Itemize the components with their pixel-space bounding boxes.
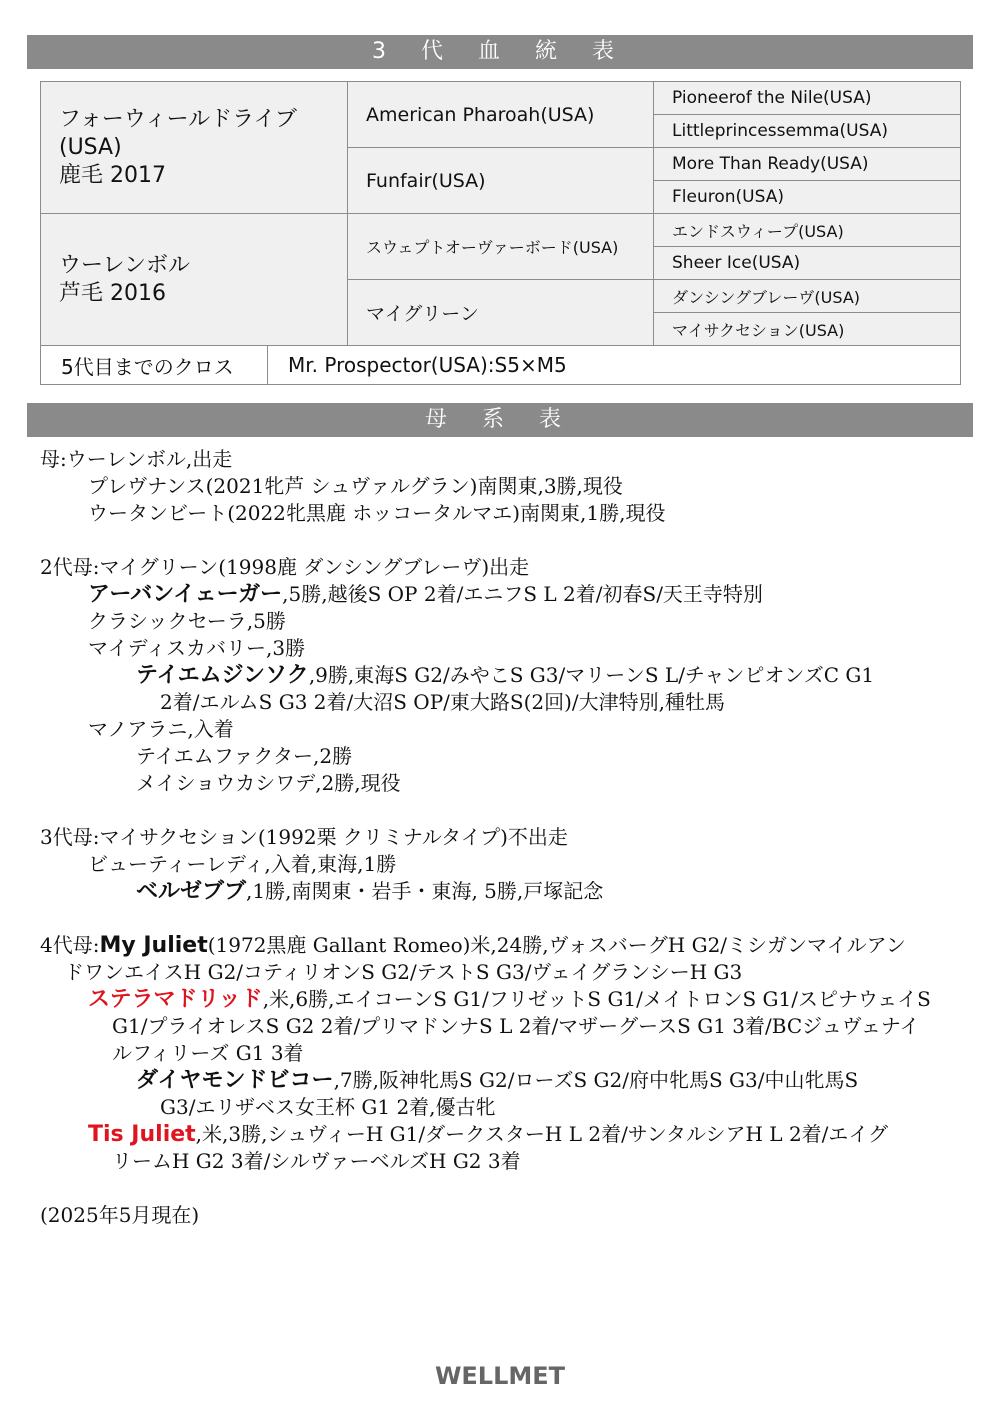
urban-line [40,581,970,608]
teiem-record-cont: 2着/エルムS G3 2着/大沼S OP/東大路S(2回)/大津特別,種牡馬 [160,690,726,714]
dam-color-year: 芦毛 2016 [59,280,166,306]
cross-label: 5代目までのクロス [41,346,268,385]
teiem-record: ,9勝,東海S G2/みやこS G3/マリーンS L/チャンピオンズC G1 [308,663,875,687]
fourth-record: (1972黒鹿 Gallant Romeo)米,24勝,ヴォスバーグH G2/ミシガンマイルアン [207,933,906,957]
dam-sire: スウェプトオーヴァーボード(USA) [348,214,654,280]
sire-name: フォーウィールドライブ [59,106,297,132]
sire-color-year: 鹿毛 2017 [59,162,166,188]
diamond-record: ,7勝,阪神牝馬S G2/ローズS G2/府中牝馬S G3/中山牝馬S [333,1068,859,1092]
as-of-date: (2025年5月現在) [40,1203,200,1227]
tis-line [40,1121,970,1148]
fourth-record-cont: ドワンエイスH G2/コティリオンS G2/テストS G3/ヴェイグランシーH G3 [64,960,743,984]
stella-record: ,米,6勝,エイコーンS G1/フリゼットS G1/メイトロンS G1/スピナウェイS [262,987,931,1011]
tis-name: Tis Juliet [88,1122,196,1147]
manoarani-line: マノアラニ,入着 [88,717,234,741]
dam-foal: プレヴナンス(2021牝芦 シュヴァルグラン)南関東,3勝,現役 [88,474,623,498]
dam-line: 母:ウーレンボル,出走 [40,447,233,471]
dam-name: ウーレンボル [59,252,191,278]
teiem-name: テイエムジンソク [136,663,309,688]
teiem-line [40,662,970,689]
family-header: 母 系 表 [27,403,973,437]
diamond-record-cont: G3/エリザベス女王杯 G1 2着,優古牝 [160,1095,496,1119]
diamond-line [40,1067,970,1094]
beauty-line: ビューティーレディ,入着,東海,1勝 [88,852,397,876]
dam-dam-sire: ダンシングブレーヴ(USA) [654,280,961,313]
tis-record: ,米,3勝,シュヴィーH G1/ダークスターH L 2着/サンタルシアH L 2着/エイグ [195,1122,889,1146]
second-dam-line: 2代母:マイグリーン(1998鹿 ダンシングブレーヴ)出走 [40,555,530,579]
belze-name: ベルゼブブ [136,879,247,904]
urban-name: アーバンイェーガー [88,582,283,607]
stella-name: ステラマドリッド [88,987,263,1012]
classic-line: クラシックセーラ,5勝 [88,609,286,633]
sire-country: (USA) [59,134,122,160]
dam-sire-sire: エンドスウィープ(USA) [654,214,961,247]
diamond-name: ダイヤモンドビコー [136,1068,334,1093]
fourth-prefix: 4代母: [40,933,100,957]
sire-sire: American Pharoah(USA) [348,82,654,148]
stella-line [40,986,970,1013]
fourth-name: My Juliet [99,933,208,958]
sire-sire-sire: Pioneerof the Nile(USA) [654,82,961,115]
family-table [40,446,970,1229]
wellmet-logo: WELLMET [434,1362,566,1390]
tis-record-cont: リームH G2 3着/シルヴァーベルズH G2 3着 [112,1149,521,1173]
sire-dam: Funfair(USA) [348,148,654,214]
dam-dam: マイグリーン [348,280,654,346]
meisho-line: メイショウカシワデ,2勝,現役 [136,771,401,795]
dam-cell [41,214,348,346]
fourth-dam-line [40,932,970,959]
dam-foal: ウータンビート(2022牝黒鹿 ホッコータルマエ)南関東,1勝,現役 [88,501,666,525]
sire-dam-dam: Fleuron(USA) [654,181,961,214]
sire-cell [41,82,348,214]
dam-dam-dam: マイサクセション(USA) [654,313,961,346]
urban-record: ,5勝,越後S OP 2着/エニフS L 2着/初春S/天王寺特別 [282,582,763,606]
stella-record-cont: G1/プライオレスS G2 2着/プリマドンナS L 2着/マザーグースS G1 3着/BCジュヴェナイ [112,1014,920,1038]
cross-value: Mr. Prospector(USA):S5×M5 [268,346,961,385]
pedigree-header: 3 代 血 統 表 [27,35,973,69]
belze-line [40,878,970,905]
stella-record-cont: ルフィリーズ G1 3着 [112,1041,304,1065]
sire-sire-dam: Littleprincessemma(USA) [654,115,961,148]
teiem-factor-line: テイエムファクター,2勝 [136,744,353,768]
maidis-line: マイディスカバリー,3勝 [88,636,306,660]
sire-dam-sire: More Than Ready(USA) [654,148,961,181]
belze-record: ,1勝,南関東・岩手・東海, 5勝,戸塚記念 [246,879,604,903]
third-dam-line: 3代母:マイサクセション(1992栗 クリミナルタイプ)不出走 [40,825,568,849]
pedigree-table [40,81,961,385]
dam-sire-dam: Sheer Ice(USA) [654,247,961,280]
